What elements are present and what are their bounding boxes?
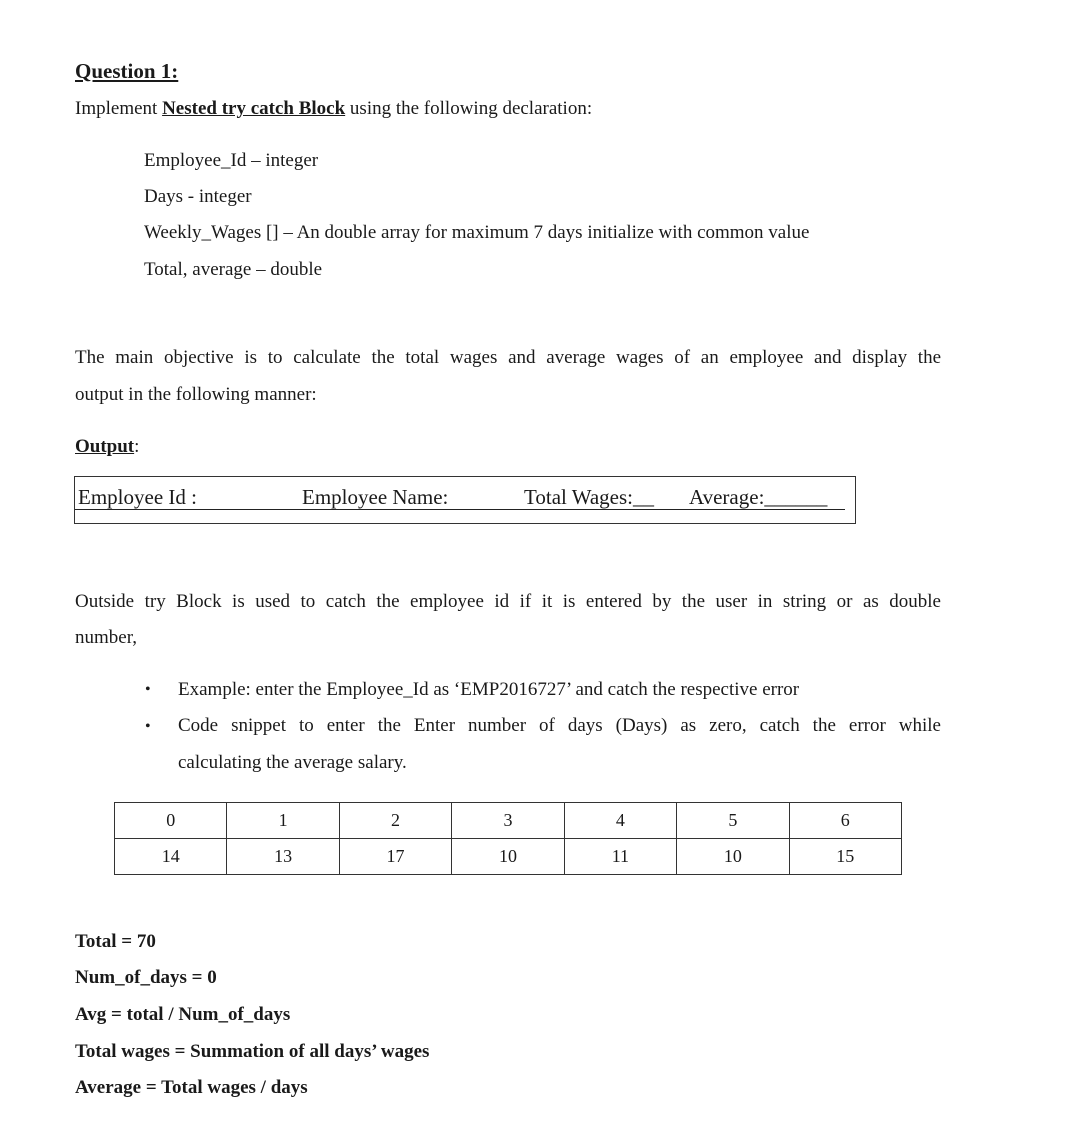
table-cell-wage: 11: [564, 839, 676, 875]
table-cell-day: 6: [789, 803, 901, 839]
objective-line-2: output in the following manner:: [75, 384, 317, 405]
output-employee-id: Employee Id :: [78, 485, 197, 509]
table-row-days: [115, 803, 902, 839]
formula-average: Average = Total wages / days: [75, 1077, 308, 1098]
question-intro: [75, 98, 592, 120]
bullet-2-line-1: Code snippet to enter the Enter number of days (Days) as zero, catch the error while: [178, 715, 941, 736]
bullet-2-marker: •: [145, 718, 151, 735]
table-cell-wage: 15: [789, 839, 901, 875]
bullet-1-text: Example: enter the Employee_Id as ‘EMP2016727’ and catch the respective error: [178, 679, 800, 700]
table-cell-day: 5: [677, 803, 789, 839]
table-row-wages: [115, 839, 902, 875]
output-label-colon: :: [134, 436, 140, 457]
intro-emphasis: Nested try catch Block: [162, 98, 346, 119]
formula-avg: Avg = total / Num_of_days: [75, 1004, 291, 1025]
question-title: Question 1:: [75, 59, 179, 83]
intro-prefix: Implement: [75, 98, 163, 119]
table-cell-day: 0: [115, 803, 227, 839]
declaration-weekly-wages: Weekly_Wages [] – An double array for maximum 7 days initialize with common value: [144, 222, 810, 243]
output-average: Average:______: [689, 485, 828, 509]
table-cell-day: 1: [227, 803, 339, 839]
declaration-total-average: Total, average – double: [144, 259, 323, 280]
outside-try-line-2: number,: [75, 627, 138, 648]
bullet-1-marker: •: [145, 681, 151, 698]
declaration-employee-id: Employee_Id – integer: [144, 150, 319, 171]
formula-total-wages: Total wages = Summation of all days’ wages: [75, 1041, 430, 1062]
output-total-wages: Total Wages:__: [524, 485, 655, 509]
intro-suffix: using the following declaration:: [345, 98, 593, 119]
table-cell-day: 4: [564, 803, 676, 839]
formula-num-days: Num_of_days = 0: [75, 967, 217, 988]
table-cell-wage: 17: [339, 839, 451, 875]
table-cell-day: 2: [339, 803, 451, 839]
table-cell-wage: 13: [227, 839, 339, 875]
table-cell-wage: 10: [677, 839, 789, 875]
weekly-wages-table: [114, 802, 902, 875]
output-label-row: [75, 436, 139, 458]
objective-line-1: The main objective is to calculate the total wages and average wages of an employee and display the: [75, 347, 941, 368]
output-format-box: [74, 476, 856, 524]
table-cell-day: 3: [452, 803, 564, 839]
bullet-2-line-2: calculating the average salary.: [178, 752, 407, 773]
outside-try-line-1: Outside try Block is used to catch the employee id if it is entered by the user in string or as double: [75, 591, 941, 612]
table-cell-wage: 10: [452, 839, 564, 875]
formula-total: Total = 70: [75, 931, 156, 952]
output-employee-name: Employee Name:: [302, 485, 449, 509]
table-cell-wage: 14: [115, 839, 227, 875]
output-label: Output: [75, 436, 135, 457]
declaration-days: Days - integer: [144, 186, 252, 207]
